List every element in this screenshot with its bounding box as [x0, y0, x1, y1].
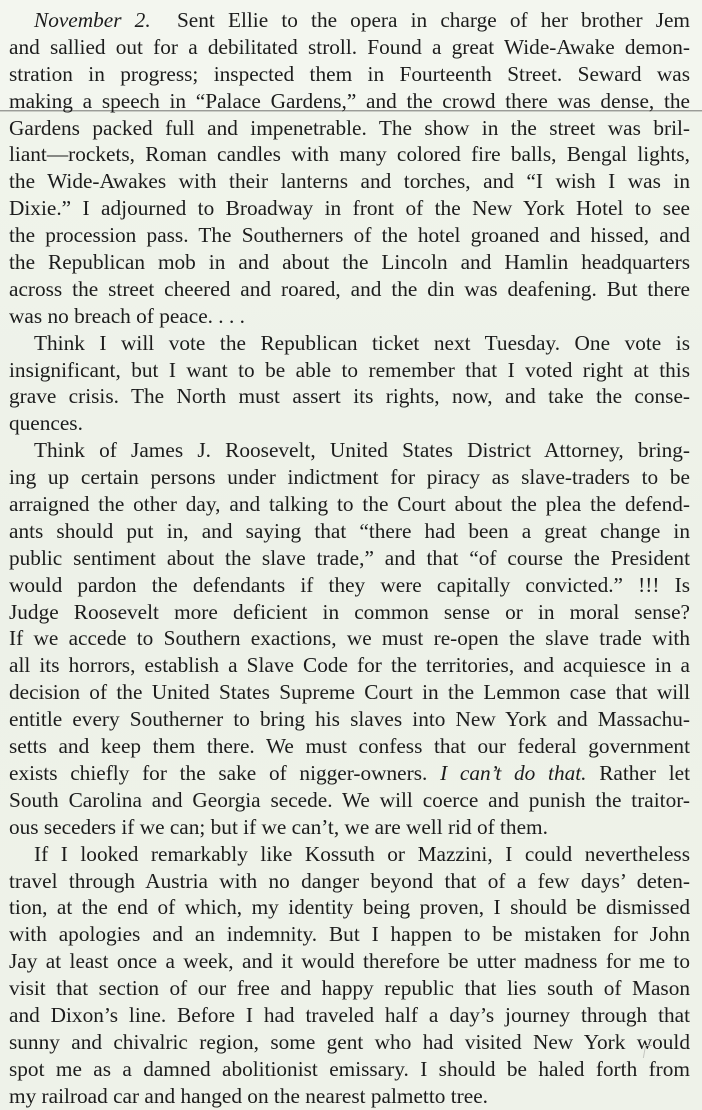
text-line: my railroad car and hanged on the nearest palmetto tree. — [9, 1083, 488, 1108]
text-line: ous seceders if we can; but if we can’t, we are well rid of them. — [9, 814, 548, 839]
text-line: entitle every Southerner to bring his slaves into New York and Massachu- — [9, 707, 690, 732]
text-line: would pardon the defendants if they were capitally convicted.” !!! Is — [9, 572, 690, 597]
paragraph-3 — [9, 437, 690, 840]
text-line: quences. — [9, 411, 83, 436]
text-line: making a speech in “Palace Gardens,” and the crowd there was dense, the — [9, 88, 690, 113]
text-line: public sentiment about the slave trade,” and that “of course the President — [9, 545, 690, 570]
diary-text — [9, 7, 690, 1110]
text-line: and Dixon’s line. Before I had traveled half a day’s journey through that — [9, 1002, 690, 1027]
text-line: November 2. Sent Ellie to the opera in charge of her brother Jem — [34, 8, 690, 32]
text-line: insignificant, but I want to be able to remember that I voted right at this — [9, 357, 690, 382]
text-line: If I looked remarkably like Kossuth or Mazzini, I could nevertheless — [34, 841, 690, 866]
text-line: If we accede to Southern exactions, we must re-open the slave trade with — [9, 626, 690, 651]
text-line: Jay at least once a week, and it would therefore be utter madness for me to — [9, 949, 690, 974]
text-line: sunny and chivalric region, some gent who had visited New York would — [9, 1029, 690, 1054]
paragraph-2 — [9, 330, 690, 438]
italic-phrase: I can’t do that. — [440, 760, 587, 785]
text-line: travel through Austria with no danger beyond that of a few days’ deten- — [9, 868, 690, 893]
paragraph-4 — [9, 841, 690, 1110]
text-line: arraigned the other day, and talking to the Court about the plea the defend- — [9, 492, 690, 517]
text-line: the procession pass. The Southerners of the hotel groaned and hissed, and — [9, 223, 690, 248]
text-line: across the street cheered and roared, and the din was deafening. But there — [9, 276, 690, 301]
text-line: grave crisis. The North must assert its rights, now, and take the conse- — [9, 384, 690, 409]
text-line: Dixie.” I adjourned to Broadway in front of the New York Hotel to see — [9, 196, 690, 221]
text-line: Think of James J. Roosevelt, United States District Attorney, bring- — [34, 438, 690, 463]
text-line: ing up certain persons under indictment for piracy as slave-traders to be — [9, 465, 690, 490]
text-line: was no breach of peace. . . . — [9, 303, 245, 328]
text-line: and sallied out for a debilitated stroll. Found a great Wide-Awake demon- — [9, 34, 690, 59]
text-line: Gardens packed full and impenetrable. The show in the street was bril- — [9, 115, 690, 140]
entry-date: November 2. — [34, 8, 151, 32]
text-line: tion, at the end of which, my identity being proven, I should be dismissed — [9, 895, 690, 920]
text-line: with apologies and an indemnity. But I happen to be mistaken for John — [9, 922, 690, 947]
paragraph-1 — [9, 7, 690, 330]
text-line: ants should put in, and saying that “there had been a great change in — [9, 518, 690, 543]
text-line: the Wide-Awakes with their lanterns and torches, and “I wish I was in — [9, 169, 690, 194]
text-line: exists chiefly for the sake of nigger-owners. I can’t do that. Rather let — [9, 760, 690, 785]
text-line: the Republican mob in and about the Lincoln and Hamlin headquarters — [9, 250, 690, 275]
text-line: South Carolina and Georgia secede. We will coerce and punish the traitor- — [9, 787, 690, 812]
text-line: stration in progress; inspected them in Fourteenth Street. Seward was — [9, 61, 690, 86]
text-line: Judge Roosevelt more deficient in common sense or in moral sense? — [9, 599, 690, 624]
text-line: Think I will vote the Republican ticket next Tuesday. One vote is — [34, 330, 690, 355]
text-line: all its horrors, establish a Slave Code for the territories, and acquiesce in a — [9, 653, 690, 678]
text-line: spot me as a damned abolitionist emissary. I should be haled forth from — [9, 1056, 690, 1081]
text-line: setts and keep them there. We must confess that our federal government — [9, 734, 690, 759]
text-line: visit that section of our free and happy republic that lies south of Mason — [9, 976, 690, 1001]
text-line: liant—rockets, Roman candles with many colored fire balls, Bengal lights, — [9, 142, 690, 167]
text-line: decision of the United States Supreme Court in the Lemmon case that will — [9, 680, 690, 705]
